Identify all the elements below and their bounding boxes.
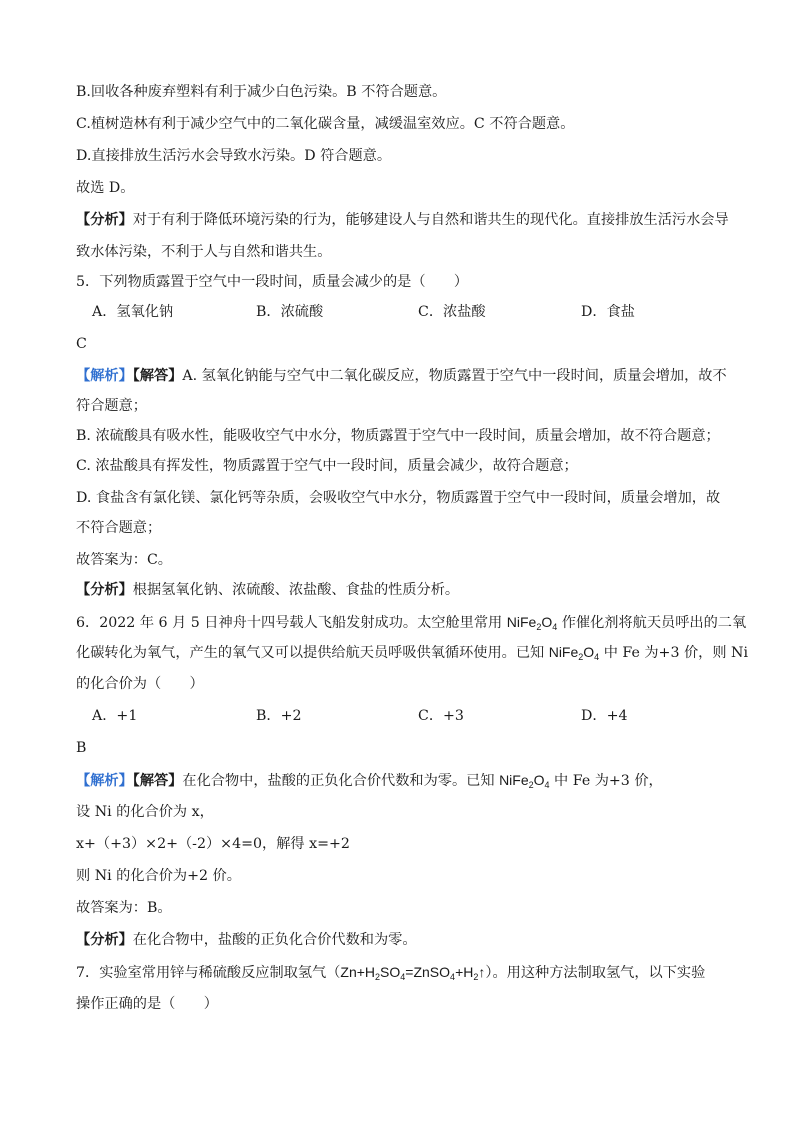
text-line: D. 食盐含有氯化镁、氯化钙等杂质，会吸收空气中水分，物质露置于空气中一段时间，质量会增加，故 [76, 490, 721, 506]
jiexi-tag: 【解析】 [76, 773, 133, 789]
q6-final-answer: 故答案为：B。 [76, 900, 172, 916]
stem-text: ）。用这种方法制取氢气，以下实验 [485, 965, 706, 981]
gas-arrow-icon: ↑ [478, 964, 486, 980]
text-line: 致水体污染，不利于人与自然和谐共生。 [76, 244, 332, 260]
question-6-stem-line-1 [76, 612, 746, 633]
question-5-stem: 5．下列物质露置于空气中一段时间，质量会减少的是（ ） [76, 274, 469, 290]
reaction-equation: $Zn+H_2SO_4=ZnSO_4+H_2↑$ [340, 964, 486, 982]
explanation-text: 在化合物中，盐酸的正负化合价代数和为零。已知 [182, 773, 500, 789]
explanation-text: A. 氢氧化钠能与空气中二氧化碳反应，物质露置于空气中一段时间，质量会增加，故不 [182, 368, 727, 384]
formula-nife2o4: $NiFe_2O_4$ [499, 772, 550, 790]
explanation-text: 中 Fe 为+3 价， [549, 773, 663, 789]
q6-answer: B [76, 740, 87, 756]
text-line: C.植树造林有利于减少空气中的二氧化碳含量，减缓温室效应。C 不符合题意。 [76, 116, 575, 132]
text-line: 设 Ni 的化合价为 x， [76, 804, 214, 820]
q6-explanation-line [76, 770, 663, 791]
q5-explanation-line [76, 366, 727, 386]
question-6-stem-line-2 [76, 642, 748, 663]
q5-option-b: B．浓硫酸 [256, 304, 324, 320]
stem-text: 6．2022 年 6 月 5 日神舟十四号载人飞船发射成功。太空舱里常用 [76, 615, 507, 631]
text-line: 不符合题意； [76, 520, 162, 536]
stem-text: 作催化剂将航天员呼出的二氧 [557, 615, 747, 631]
jieda-tag: 【解答】 [132, 773, 183, 789]
q5-option-a: A．氢氧化钠 [92, 304, 174, 320]
analysis-tag: 【分析】 [76, 212, 133, 228]
q6-analysis [76, 930, 417, 950]
text-line: 则 Ni 的化合价为+2 价。 [76, 868, 241, 884]
q6-option-a: A．+1 [92, 708, 138, 724]
q6-option-d: D．+4 [581, 708, 628, 724]
q5-option-c: C．浓盐酸 [418, 304, 486, 320]
stem-text: 中 Fe 为+3 价，则 Ni [599, 645, 749, 661]
question-7-stem-line-2: 操作正确的是（ ） [76, 996, 218, 1012]
stem-text: 7．实验室常用锌与稀硫酸反应制取氢气（ [76, 965, 341, 981]
analysis-text: 根据氢氧化钠、浓硫酸、浓盐酸、食盐的性质分析。 [132, 582, 460, 598]
q6-option-c: C．+3 [418, 708, 464, 724]
jiexi-tag: 【解析】 [76, 368, 133, 384]
jieda-tag: 【解答】 [132, 368, 183, 384]
analysis-text: 对于有利于降低环境污染的行为，能够建设人与自然和谐共生的现代化。直接排放生活污水会导 [132, 212, 729, 228]
q5-final-answer: 故答案为：C。 [76, 552, 172, 568]
analysis-tag: 【分析】 [76, 932, 133, 948]
q6-option-b: B．+2 [256, 708, 302, 724]
q5-analysis [76, 580, 459, 600]
text-line: x+（+3）×2+（-2）×4=0，解得 x=+2 [76, 836, 350, 852]
q5-answer: C [76, 336, 87, 352]
analysis-tag: 【分析】 [76, 582, 133, 598]
analysis-line [76, 210, 729, 230]
text-line: B. 浓硫酸具有吸水性，能吸收空气中水分，物质露置于空气中一段时间，质量会增加，故不符合题意； [76, 428, 720, 444]
stem-text: 化碳转化为氧气，产生的氧气又可以提供给航天员呼吸供氧循环使用。已知 [76, 645, 549, 661]
question-6-stem-line-3: 的化合价为（ ） [76, 676, 204, 692]
text-line: B.回收各种废弃塑料有利于减少白色污染。B 不符合题意。 [76, 84, 447, 100]
question-7-stem-line-1 [76, 962, 705, 983]
text-line: C. 浓盐酸具有挥发性，物质露置于空气中一段时间，质量会减少，故符合题意； [76, 458, 578, 474]
text-line: 符合题意； [76, 398, 147, 414]
text-line: 故选 D。 [76, 180, 135, 196]
analysis-text: 在化合物中，盐酸的正负化合价代数和为零。 [132, 932, 417, 948]
text-line: D.直接排放生活污水会导致水污染。D 符合题意。 [76, 148, 392, 164]
formula-nife2o4: $NiFe_2O_4$ [506, 614, 558, 632]
formula-nife2o4: $NiFe_2O_4$ [548, 644, 600, 662]
q5-option-d: D．食盐 [581, 304, 635, 320]
